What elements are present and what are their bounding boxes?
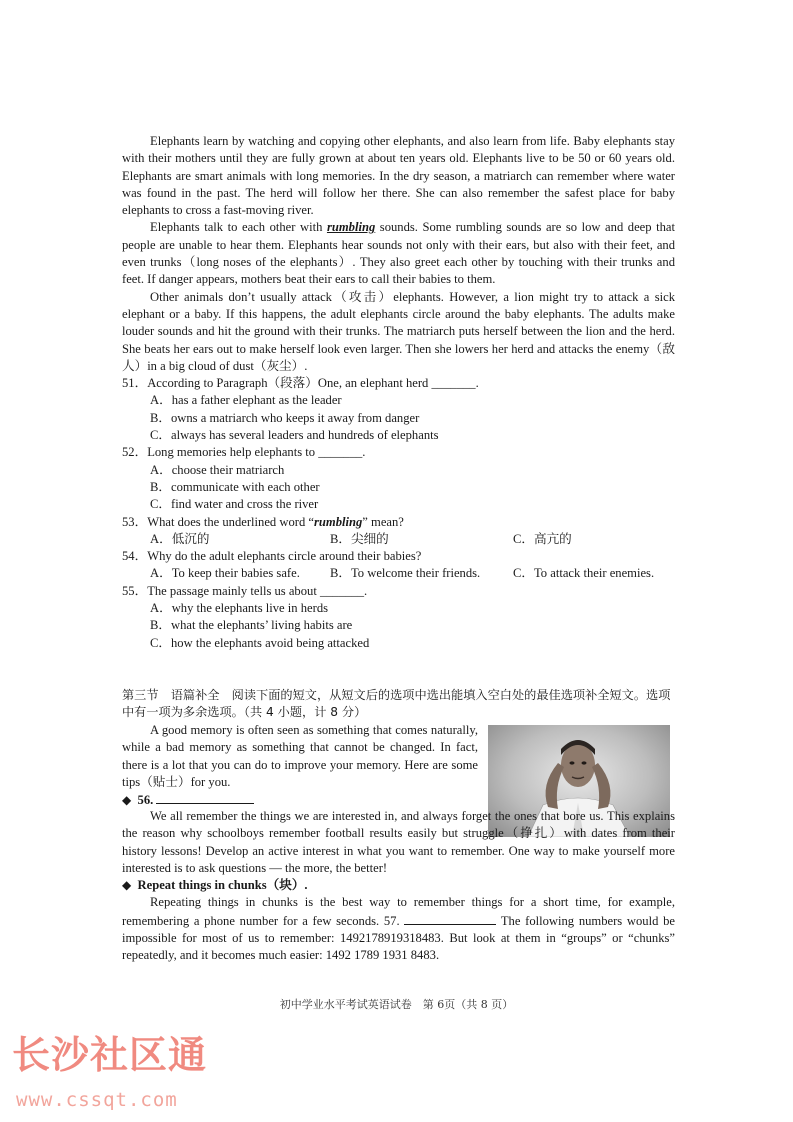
underlined-word: rumbling — [326, 220, 376, 235]
page-footer: 初中学业水平考试英语试卷 第 6页（共 8 页） — [279, 998, 514, 1011]
passage-paragraph-1: Elephants learn by watching and copying other elephants, and also learn from life. Baby elephants stay with their mothers until they are fully grown at about ten years old. Elephants live to be 50 or 60 years old. Elephants are smart animals with long memories. In the dry season, a matriarch can remember where water was found in the past. The herd will follow her there. She can also remember the safest place for baby elephants to cross a fast-moving river. — [122, 134, 675, 218]
reading-passage — [122, 133, 675, 652]
question-52-option-c: C．find water and cross the river — [150, 497, 319, 512]
section-3-intro-block — [122, 722, 478, 809]
question-53-option-b: B．尖细的 — [330, 531, 389, 546]
question-53-option-a: A．低沉的 — [150, 531, 210, 546]
question-54-options — [122, 565, 675, 582]
question-54: 54．Why do the adult elephants circle around their babies? — [122, 549, 422, 564]
question-51-option-b: B．owns a matriarch who keeps it away from danger — [150, 410, 420, 425]
question-55: 55．The passage mainly tells us about _______. — [122, 583, 368, 598]
question-54-option-c: C．To attack their enemies. — [513, 566, 655, 581]
question-55-option-c: C．how the elephants avoid being attacked — [150, 635, 370, 650]
question-53-option-c: C．高亢的 — [513, 531, 572, 546]
question-52-option-b: B．communicate with each other — [150, 479, 320, 494]
question-51-option-a: A．has a father elephant as the leader — [150, 393, 342, 408]
watermark-logo: 长沙社区通 — [12, 1033, 208, 1077]
question-51: 51．According to Paragraph（段落）One, an elephant herd _______. — [122, 376, 479, 391]
section-3-intro: A good memory is often seen as something that comes naturally, while a bad memory as something that cannot be changed. In fact, there is a lot that you can do to improve your memory. Here are some tips（贴士）for you. — [122, 723, 478, 789]
diamond-bullet-icon: ◆ — [122, 878, 132, 893]
section-3-paragraph-3: Repeating things in chunks is the best way to remember things for a short time, for example, remembering a phone number for a few seconds. 57. The following numbers would be impossible for most of us to remember: 1492178919318483. But look at them in “groups” or “chunks” repeatedly, and it becomes much easier: 1492 1789 1931 8483. — [122, 895, 675, 963]
question-54-option-b: B．To welcome their friends. — [330, 566, 481, 581]
watermark-url: www.cssqt.com — [16, 1089, 178, 1111]
question-53-options — [122, 531, 675, 548]
question-51-option-c: C．always has several leaders and hundreds of elephants — [150, 428, 439, 443]
question-55-option-a: A．why the elephants live in herds — [150, 601, 329, 616]
question-55-option-b: B．what the elephants’ living habits are — [150, 618, 353, 633]
section-3-heading: 第三节 语篇补全 阅读下面的短文，从短文后的选项中选出能填入空白处的最佳选项补全短文。选项中有一项为多余选项。（共 4 小题，计 8 分） — [122, 688, 671, 720]
section-3-body — [122, 808, 675, 965]
question-53-word: rumbling — [314, 514, 363, 529]
section-3-paragraph-2: We all remember the things we are interested in, and always forget the ones that bore us. This explains the reason why schoolboys remember football results easily but struggle（挣扎）with dates from their history lessons! Develop an active interest in what you want to remember. One way to make yourself more interested is to ask questions — the more, the better! — [122, 809, 675, 875]
section-3-heading-block — [122, 687, 675, 722]
blank-56-heading: ◆ 56. — [122, 791, 478, 809]
passage-paragraph-3: Other animals don’t usually attack（攻击）elephants. However, a lion might try to attack a sick elephant or a baby. If this happens, the adult elephants circle around the baby elephants. The adults make louder sounds and hit the ground with their trunks. The matriarch puts herself between the lion and the herd. She beats her ears out to make herself look even larger. Then she lowers her herd and attacks the enemy（敌人）in a big cloud of dust（灰尘）. — [122, 289, 675, 373]
diamond-bullet-icon: ◆ — [122, 793, 132, 808]
passage-paragraph-2: Elephants talk to each other with rumbling sounds. Some rumbling sounds are so low and deep that people are unable to hear them. Elephants hear sounds not only with their ears, but also with their feet, and even trunks（long noses of the elephants）. They also greet each other by touching with their trunks and feet. If danger appears, mothers beat their ears to call their babies to them. — [122, 220, 675, 287]
blank-57[interactable] — [404, 912, 496, 925]
question-52: 52．Long memories help elephants to _______. — [122, 445, 366, 460]
blank-56[interactable] — [156, 791, 254, 804]
question-52-option-a: A．choose their matriarch — [150, 462, 285, 477]
question-53: 53．What does the underlined word “rumbling” mean? — [122, 514, 404, 529]
question-54-option-a: A．To keep their babies safe. — [150, 566, 300, 581]
subheading-repeat-chunks: ◆ Repeat things in chunks（块）. — [122, 878, 308, 893]
